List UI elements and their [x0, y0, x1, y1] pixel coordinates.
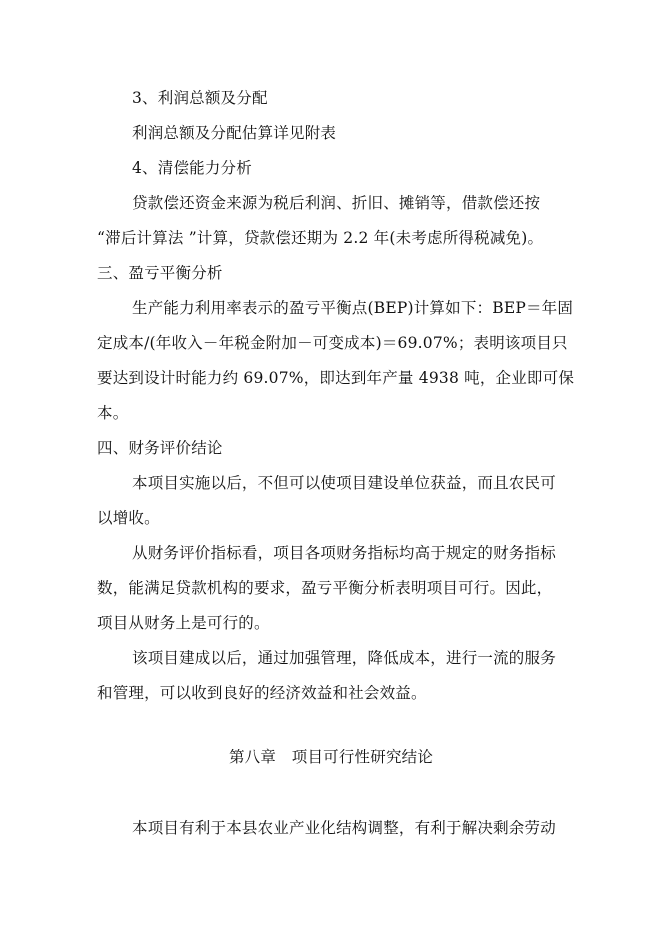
paragraph-line: 以增收。 — [97, 509, 160, 527]
paragraph-line: 定成本/(年收入－年税金附加－可变成本)＝69.07%；表明该项目只 — [97, 334, 568, 352]
paragraph-line: 贷款偿还资金来源为税后利润、折旧、摊销等，借款偿还按 — [132, 194, 541, 212]
paragraph-line: 要达到设计时能力约 69.07%，即达到年产量 4938 吨，企业即可保 — [97, 369, 575, 387]
paragraph-line: 本项目有利于本县农业产业化结构调整，有利于解决剩余劳动 — [132, 819, 556, 837]
paragraph-line: 数，能满足贷款机构的要求，盈亏平衡分析表明项目可行。因此， — [97, 579, 553, 597]
paragraph-line: 本。 — [97, 404, 129, 422]
heading-profit-distribution: 3、利润总额及分配 — [132, 89, 268, 107]
paragraph-line: “滞后计算法 ”计算，贷款偿还期为 2.2 年(未考虑所得税减免)。 — [97, 229, 544, 247]
paragraph-line: 本项目实施以后，不但可以使项目建设单位获益，而且农民可 — [132, 474, 556, 492]
heading-solvency-analysis: 4、清偿能力分析 — [132, 159, 252, 177]
paragraph-line: 从财务评价指标看，项目各项财务指标均高于规定的财务指标 — [132, 544, 556, 562]
heading-breakeven-analysis: 三、盈亏平衡分析 — [97, 264, 223, 282]
chapter-title: 第八章 项目可行性研究结论 — [228, 748, 434, 766]
paragraph-line: 和管理，可以收到良好的经济效益和社会效益。 — [97, 684, 427, 702]
paragraph-line: 该项目建成以后，通过加强管理，降低成本，进行一流的服务 — [132, 649, 556, 667]
paragraph-line: 项目从财务上是可行的。 — [97, 614, 270, 632]
paragraph-line: 利润总额及分配估算详见附表 — [132, 124, 337, 142]
paragraph-line: 生产能力利用率表示的盈亏平衡点(BEP)计算如下：BEP＝年固 — [132, 299, 574, 317]
heading-financial-conclusion: 四、财务评价结论 — [97, 439, 223, 457]
